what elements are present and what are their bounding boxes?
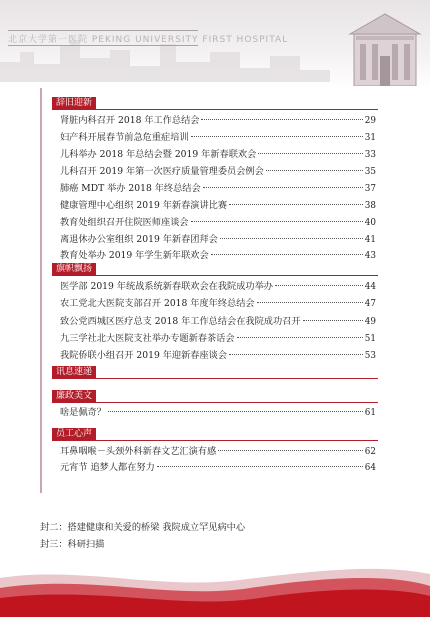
toc-entry-title: 健康管理中心组织 2019 年新春演讲比赛 — [60, 200, 228, 211]
toc-entry[interactable] — [60, 148, 376, 161]
toc-entry[interactable] — [60, 165, 376, 178]
toc-entry-title: 致公党西城区医疗总支 2018 年工作总结会在我院成功召开 — [60, 316, 301, 327]
dot-leader — [201, 119, 362, 120]
section-header — [52, 390, 96, 402]
toc-entry-page: 40 — [364, 218, 376, 228]
header-logo — [8, 30, 289, 46]
toc-entry-page: 37 — [364, 184, 376, 194]
section-tag: 旗帜飘扬 — [52, 263, 96, 275]
toc-entry[interactable] — [60, 280, 376, 293]
toc-entry-title: 啥是佩奇？ — [60, 407, 106, 418]
toc-entry-page: 49 — [364, 317, 376, 327]
dot-leader — [237, 337, 363, 338]
toc-entry[interactable] — [60, 332, 376, 345]
toc-entry-page: 44 — [364, 282, 376, 292]
dot-leader — [218, 450, 363, 451]
section-rule — [52, 275, 378, 276]
toc-entry-title: 妇产科开展春节前急危重症培训 — [60, 132, 189, 143]
toc-entry-title: 九三学社北大医院支社举办专题新春茶话会 — [60, 333, 235, 344]
section-rule — [52, 402, 378, 403]
dot-leader — [266, 170, 363, 171]
dot-leader — [275, 285, 363, 286]
toc-entry[interactable] — [60, 406, 376, 419]
dot-leader — [220, 238, 363, 239]
toc-entry-page: 33 — [364, 150, 376, 160]
toc-entry-page: 62 — [364, 447, 376, 457]
toc-entry[interactable] — [60, 445, 376, 458]
header-logo-text: 北京大学第一医院 PEKING UNIVERSITY FIRST HOSPITAL — [8, 34, 289, 45]
toc-entry-title: 农工党北大医院支部召开 2018 年度年终总结会 — [60, 298, 255, 309]
hospital-building-icon — [346, 6, 424, 86]
section-rule — [52, 109, 378, 110]
section-rule — [52, 378, 378, 379]
section-tag: 员工心声 — [52, 428, 96, 440]
dot-leader — [191, 136, 363, 137]
toc-entry-page: 61 — [364, 408, 376, 418]
dot-leader — [303, 320, 363, 321]
section-header — [52, 97, 96, 109]
toc-entry-title: 元宵节 追梦人都在努力 — [60, 462, 155, 473]
toc-entry-page: 51 — [364, 334, 376, 344]
toc-entry-title: 教育处举办 2019 年学生新年联欢会 — [60, 250, 209, 261]
section-tag: 讯息速递 — [52, 366, 96, 378]
toc-entry[interactable] — [60, 349, 376, 362]
dot-leader — [257, 302, 363, 303]
toc-entry[interactable] — [60, 131, 376, 144]
toc-entry[interactable] — [60, 199, 376, 212]
toc-entry-page: 64 — [364, 463, 376, 473]
dot-leader — [258, 153, 363, 154]
toc-entry-page: 38 — [364, 201, 376, 211]
dot-leader — [191, 221, 363, 222]
section-tag: 辞旧迎新 — [52, 97, 96, 109]
left-margin-rule — [40, 88, 42, 493]
cover-note: 封二：搭建健康和关爱的桥梁 我院成立罕见病中心 — [40, 522, 246, 533]
toc-entry-title: 我院侨联小组召开 2019 年迎新春座谈会 — [60, 350, 228, 361]
section-header — [52, 428, 96, 440]
toc-entry-page: 53 — [364, 351, 376, 361]
toc-entry-page: 43 — [364, 251, 376, 261]
toc-entry-page: 47 — [364, 299, 376, 309]
toc-entry-page: 31 — [364, 133, 376, 143]
dot-leader — [211, 254, 363, 255]
dot-leader — [203, 187, 363, 188]
toc-entry-title: 儿科召开 2019 年第一次医疗质量管理委员会例会 — [60, 166, 264, 177]
toc-entry-title: 离退休办公室组织 2019 年新春团拜会 — [60, 234, 218, 245]
toc-entry[interactable] — [60, 249, 376, 262]
toc-entry[interactable] — [60, 297, 376, 310]
section-header — [52, 366, 96, 378]
toc-entry[interactable] — [60, 216, 376, 229]
toc-entry[interactable] — [60, 233, 376, 246]
toc-entry-title: 肺癌 MDT 举办 2018 年终总结会 — [60, 183, 201, 194]
dot-leader — [108, 411, 363, 412]
toc-entry[interactable] — [60, 315, 376, 328]
toc-entry-title: 肾脏内科召开 2018 年工作总结会 — [60, 115, 200, 126]
toc-entry-page: 35 — [364, 167, 376, 177]
toc-entry-page: 41 — [364, 235, 376, 245]
cover-note: 封三：科研扫描 — [40, 539, 105, 550]
header-banner — [0, 0, 430, 88]
toc-entry-title: 耳鼻咽喉－头颈外科新春文艺汇演有感 — [60, 446, 217, 457]
toc-entry-title: 教育处组织召开住院医师座谈会 — [60, 217, 189, 228]
toc-entry[interactable] — [60, 182, 376, 195]
toc-entry-page: 29 — [364, 116, 376, 126]
toc-entry[interactable] — [60, 461, 376, 474]
dot-leader — [157, 466, 363, 467]
section-tag: 廉政美文 — [52, 390, 96, 402]
section-rule — [52, 440, 378, 441]
dot-leader — [229, 204, 363, 205]
dot-leader — [229, 354, 363, 355]
toc-entry[interactable] — [60, 114, 376, 127]
section-header — [52, 263, 96, 275]
toc-entry-title: 医学部 2019 年统战系统新春联欢会在我院成功举办 — [60, 281, 273, 292]
toc-entry-title: 儿科举办 2018 年总结会暨 2019 年新春联欢会 — [60, 149, 257, 160]
footer-wave-band — [0, 560, 430, 617]
